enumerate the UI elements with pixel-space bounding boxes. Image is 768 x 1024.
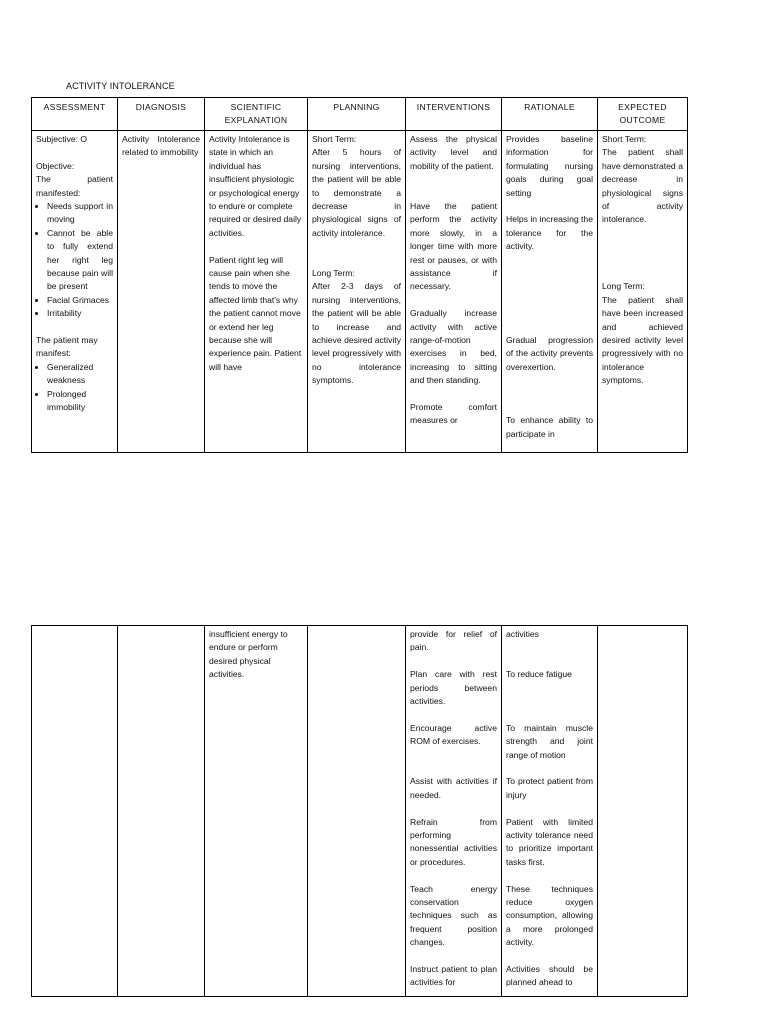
rationale-item: To enhance ability to participate in — [506, 415, 593, 439]
rationale-item: To protect patient from injury — [506, 776, 593, 800]
long-term-text: The patient shall have been increased and achieved desired activity level progressively with no intolerance symptoms. — [602, 294, 683, 386]
long-term-label: Long Term: — [602, 281, 645, 292]
outcome-cell — [598, 131, 688, 453]
explanation-paragraph: Activity Intolerance is state in which an individual has insufficient physiologic or psychological energy to endure or complete required or desired daily activities. — [209, 134, 302, 238]
assessment-cell — [32, 626, 118, 997]
intervention-item: Encourage active ROM of exercises. — [410, 722, 497, 747]
explanation-cell — [205, 131, 308, 453]
rationale-cell — [502, 626, 598, 997]
header-scientific-explanation: SCIENTIFIC EXPLANATION — [205, 98, 308, 131]
rationale-item: Patient with limited activity tolerance need to prioritize important tasks first. — [506, 816, 593, 867]
care-plan-table-page2 — [31, 625, 688, 997]
diagnosis-cell — [118, 626, 205, 997]
header-rationale: RATIONALE — [502, 98, 598, 131]
rationale-item: These techniques reduce oxygen consumption, allowing a more prolonged activity. — [506, 883, 593, 948]
intervention-item: Instruct patient to plan activities for — [410, 964, 497, 988]
short-term-text: The patient shall have demonstrated a decrease in physiological signs of activity intolerance. — [602, 147, 683, 225]
explanation-paragraph: Patient right leg will cause pain when she tends to move the affected limb that's why the patient cannot move or extend her leg because she will experience pain. Patient will have — [209, 254, 302, 372]
header-expected-outcome: EXPECTED OUTCOME — [598, 98, 688, 131]
intervention-item: Teach energy conservation techniques such as frequent position changes. — [410, 883, 497, 948]
manifested-list — [36, 200, 113, 321]
list-item: • Generalized weakness — [47, 361, 113, 388]
may-manifest-label: The patient may manifest: — [36, 335, 98, 359]
rationale-item: Gradual progression of the activity prevents overexertion. — [506, 334, 593, 372]
intervention-item: Have the patient perform the activity more slowly, in a longer time with more rest or pauses, or with assistance if necessary. — [410, 201, 497, 292]
intervention-item: Assess the physical activity level and mobility of the patient. — [410, 134, 497, 171]
intervention-item: Promote comfort measures or — [410, 402, 497, 426]
intervention-item: Assist with activities if needed. — [410, 776, 497, 800]
explanation-cell: insufficient energy to endure or perform desired physical activities. — [205, 626, 308, 997]
assessment-cell — [32, 131, 118, 453]
rationale-item: Provides baseline information for formulating nursing goals during goal setting — [506, 134, 593, 198]
intervention-item: Gradually increase activity with active range-of-motion exercises in bed, increasing to sitting and then standing. — [410, 308, 497, 386]
list-item: • Cannot be able to fully extend her right leg because pain will be present — [47, 227, 113, 294]
intervention-item: Plan care with rest periods between activities. — [410, 669, 497, 707]
list-item: • Needs support in moving — [47, 200, 113, 227]
rationale-item: Activities should be planned ahead to — [506, 964, 593, 988]
list-item: • Prolonged immobility — [47, 388, 113, 415]
rationale-item: To maintain muscle strength and joint range of motion — [506, 722, 593, 760]
header-row — [32, 98, 688, 131]
diagnosis-cell: Activity Intolerance related to immobility — [118, 131, 205, 453]
rationale-cell — [502, 131, 598, 453]
long-term-text: After 2-3 days of nursing interventions, the patient will be able to increase and achieve desired activity level progressively with no intolerance symptoms. — [312, 281, 401, 386]
intervention-item: provide for relief of pain. — [410, 629, 497, 653]
outcome-cell — [598, 626, 688, 997]
list-item: • Irritability — [47, 307, 113, 320]
header-interventions: INTERVENTIONS — [406, 98, 502, 131]
rationale-item: Helps in increasing the tolerance for the activity. — [506, 214, 593, 252]
list-item: • Facial Grimaces — [47, 294, 113, 307]
table-row — [32, 131, 688, 453]
short-term-label: Short Term: — [602, 134, 647, 144]
document-title: ACTIVITY INTOLERANCE — [66, 81, 175, 91]
subjective-text: Subjective: O — [36, 134, 88, 144]
header-planning: PLANNING — [308, 98, 406, 131]
header-assessment: ASSESSMENT — [32, 98, 118, 131]
manifested-label: The patient manifested: — [36, 174, 113, 198]
table-row — [32, 626, 688, 997]
long-term-label: Long Term: — [312, 268, 355, 279]
short-term-text: After 5 hours of nursing interventions, the patient will be able to demonstrate a decrease in physiological signs of activity intolerance. — [312, 147, 401, 238]
may-manifest-list — [36, 361, 113, 415]
interventions-cell — [406, 131, 502, 453]
header-diagnosis: DIAGNOSIS — [118, 98, 205, 131]
short-term-label: Short Term: — [312, 134, 357, 144]
intervention-item: Refrain from performing nonessential activities or procedures. — [410, 816, 497, 867]
care-plan-table-page1 — [31, 97, 688, 453]
rationale-item: activities — [506, 629, 539, 639]
rationale-item: To reduce fatigue — [506, 669, 572, 680]
planning-cell — [308, 131, 406, 453]
objective-label: Objective: — [36, 160, 75, 171]
planning-cell — [308, 626, 406, 997]
interventions-cell — [406, 626, 502, 997]
